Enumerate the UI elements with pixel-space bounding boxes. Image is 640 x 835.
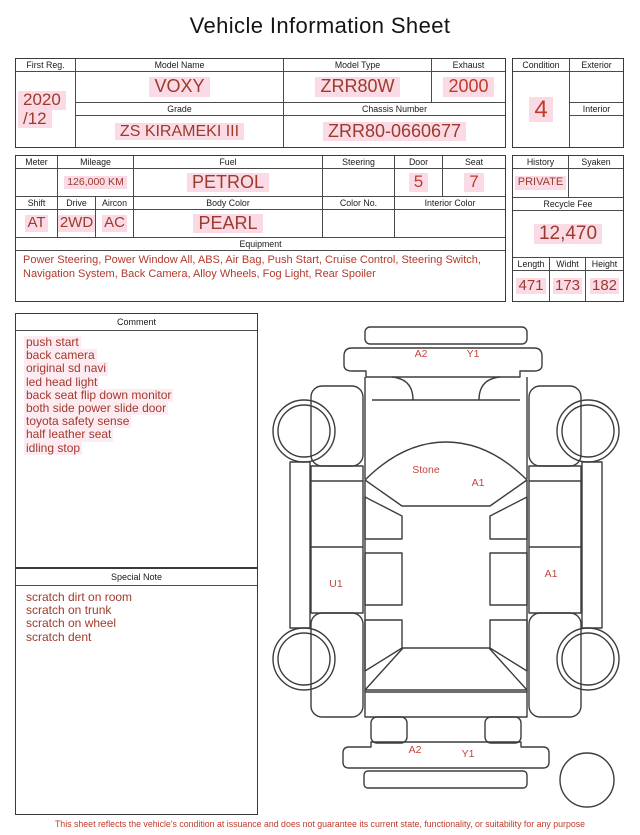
condition-panel	[512, 58, 624, 148]
model-type-value	[284, 72, 431, 102]
right-mirror	[490, 497, 527, 539]
rear-left-wheel	[273, 628, 335, 690]
chassis-number-text: ZRR80-0660677	[323, 122, 466, 141]
comment-line: toyota safety sense	[26, 414, 130, 429]
condition-column	[513, 59, 569, 147]
comment-line: both side power slide door	[26, 400, 167, 415]
spare-tire	[560, 753, 614, 807]
damage-label-stone: Stone	[412, 464, 440, 476]
right-quarter-window	[490, 620, 527, 671]
body-color-label: Body Color	[133, 197, 322, 209]
special-note-line: scratch on trunk	[26, 603, 112, 618]
disclaimer-text: This sheet reflects the vehicle's condition at issuance and does not guarantee its current state, functionality, or suitability for any purpose	[54, 819, 586, 829]
left-door-panels	[311, 466, 363, 613]
door-count-text: 5	[409, 173, 428, 191]
history-value	[513, 169, 568, 197]
tailgate	[365, 692, 527, 717]
recycle-fee-value	[513, 211, 623, 258]
first-reg-column	[16, 59, 75, 147]
equipment-list-text: Power Steering, Power Window All, ABS, Air Bag, Push Start, Cruise Control, Steering Switch, Navigation System, Back Camera, Alloy Wheels, Fog Light, Rear Spoiler	[23, 254, 481, 280]
spec-table	[15, 155, 506, 302]
registration-table	[15, 58, 506, 148]
exhaust-label: Exhaust	[432, 59, 505, 72]
width-value	[549, 271, 585, 301]
interior-color-value	[394, 210, 505, 237]
left-headlight-arc	[392, 377, 413, 400]
left-tail-light	[371, 717, 407, 743]
right-headlight-arc	[479, 377, 500, 400]
right-rear-fender	[529, 613, 581, 717]
exhaust-value	[432, 72, 505, 102]
dimensions-value-row	[513, 271, 623, 301]
damage-label-front-a2: A2	[414, 348, 428, 360]
rear-left-wheel-inner	[278, 633, 330, 685]
type-chassis-column	[283, 59, 505, 147]
left-quarter-window	[365, 620, 402, 671]
damage-label-rear-y1: Y1	[461, 748, 475, 760]
door-label: Door	[394, 156, 442, 168]
seat-count-text: 7	[464, 173, 483, 191]
spec-value-row-2	[16, 210, 505, 238]
interior-value	[570, 116, 623, 147]
color-no-value	[322, 210, 394, 237]
car-front	[344, 327, 542, 539]
aircon-text: AC	[104, 214, 125, 232]
steering-label: Steering	[322, 156, 394, 168]
damage-label-windshield-a1: A1	[471, 477, 485, 489]
front-top-strip	[365, 327, 527, 344]
comment-label: Comment	[16, 314, 257, 331]
first-reg-month: /12	[18, 110, 52, 128]
front-right-wheel-inner	[562, 405, 614, 457]
height-text: 182	[591, 276, 618, 294]
damage-label-left-u1: U1	[329, 578, 343, 590]
right-front-fender	[529, 386, 581, 466]
left-door-window	[365, 553, 402, 605]
history-header-row	[513, 156, 623, 169]
mileage-value	[57, 169, 133, 196]
shift-label: Shift	[27, 198, 46, 208]
history-text: PRIVATE	[515, 176, 566, 190]
model-grade-column	[75, 59, 283, 147]
shift-text: AT	[27, 214, 46, 232]
exterior-label: Exterior	[570, 59, 623, 72]
rear-right-wheel-inner	[562, 633, 614, 685]
drive-label: Drive	[57, 197, 95, 209]
special-note-box	[15, 568, 258, 815]
model-type-label: Model Type	[284, 59, 431, 72]
interior-color-label: Interior Color	[394, 197, 505, 209]
comment-line: led head light	[26, 374, 98, 389]
left-mirror	[365, 497, 402, 539]
length-value	[513, 271, 549, 301]
color-no-label: Color No.	[322, 197, 394, 209]
exhaust-text: 2000	[443, 77, 493, 96]
fuel-value	[133, 169, 322, 196]
meter-label: Meter	[25, 157, 48, 167]
spec-header-row-1	[16, 156, 505, 169]
exterior-value	[570, 72, 623, 103]
syaken-value	[568, 169, 623, 197]
door-value	[394, 169, 442, 196]
comment-line: idling stop	[26, 440, 81, 455]
front-left-wheel	[273, 400, 335, 462]
front-right-wheel	[557, 400, 619, 462]
windshield	[365, 442, 527, 506]
left-rear-fender	[311, 613, 363, 717]
exterior-interior-column	[569, 59, 623, 147]
spec-header-row-2	[16, 197, 505, 210]
car-left-side	[273, 386, 363, 717]
model-name-text: VOXY	[149, 77, 209, 96]
comment-box	[15, 313, 258, 568]
comment-line: half leather seat	[26, 427, 112, 442]
height-value	[585, 271, 623, 301]
recycle-fee-text: 12,470	[534, 224, 602, 245]
right-door-panels	[529, 466, 581, 613]
condition-value	[513, 72, 569, 147]
model-name-value	[76, 72, 283, 103]
steering-value	[322, 169, 394, 196]
type-exhaust-row	[284, 59, 505, 103]
body-color-value	[133, 210, 322, 237]
spec-value-row-1	[16, 169, 505, 197]
equipment-label: Equipment	[16, 238, 505, 251]
page-title: Vehicle Information Sheet	[189, 13, 451, 38]
dimensions-header-row	[513, 258, 623, 271]
right-tail-light	[485, 717, 521, 743]
comment-line: push start	[26, 335, 79, 349]
history-label: History	[526, 157, 555, 167]
right-rocker-panel	[582, 462, 602, 628]
interior-label: Interior	[570, 103, 623, 116]
left-front-fender	[311, 386, 363, 466]
aircon-label: Aircon	[95, 197, 133, 209]
model-name-label: Model Name	[76, 59, 283, 72]
chassis-number-value	[284, 116, 505, 147]
car-cabin	[365, 480, 527, 692]
comment-line: original sd navi	[26, 361, 107, 376]
history-value-row	[513, 169, 623, 198]
right-door-window	[490, 553, 527, 605]
length-label: Length	[517, 259, 545, 269]
left-rocker-panel	[290, 462, 310, 628]
condition-grade-text: 4	[529, 97, 552, 123]
car-damage-diagram	[262, 318, 628, 815]
rear-right-wheel	[557, 628, 619, 690]
special-note-label: Special Note	[16, 569, 257, 586]
mileage-label: Mileage	[57, 156, 133, 168]
recycle-fee-label: Recycle Fee	[513, 198, 623, 211]
front-bumper	[344, 348, 542, 377]
mileage-text: 126,000 KM	[64, 176, 127, 189]
width-text: 173	[554, 276, 581, 294]
width-label: Widht	[549, 258, 585, 270]
damage-label-right-a1: A1	[544, 568, 558, 580]
exhaust-cell	[431, 59, 505, 102]
length-text: 471	[518, 276, 544, 294]
grade-text: ZS KIRAMEKI III	[115, 123, 244, 140]
seat-value	[442, 169, 505, 196]
condition-label: Condition	[513, 59, 569, 72]
drive-text: 2WD	[59, 214, 94, 232]
height-label: Height	[585, 258, 623, 270]
model-type-cell	[284, 59, 431, 102]
special-note-line: scratch dirt on room	[26, 590, 133, 604]
comment-line: back camera	[26, 348, 95, 363]
special-note-list	[16, 586, 257, 814]
fuel-label: Fuel	[133, 156, 322, 168]
meter-value	[16, 169, 57, 196]
shift-value	[16, 210, 57, 237]
seat-label: Seat	[442, 156, 505, 168]
front-left-wheel-inner	[278, 405, 330, 457]
rear-bottom-strip	[364, 771, 527, 788]
syaken-label: Syaken	[568, 156, 623, 168]
damage-label-rear-a2: A2	[408, 744, 422, 756]
special-note-line: scratch on wheel	[26, 616, 117, 631]
rear-bumper	[343, 742, 549, 768]
first-reg-value	[16, 72, 75, 147]
aircon-value	[95, 210, 133, 237]
fuel-text: PETROL	[187, 173, 269, 192]
comment-line: back seat flip down monitor	[26, 387, 172, 402]
comment-list	[16, 331, 257, 567]
rear-window	[365, 648, 527, 690]
special-note-line: scratch dent	[26, 629, 92, 644]
chassis-number-label: Chassis Number	[284, 103, 505, 116]
body-color-text: PEARL	[193, 214, 262, 233]
car-right-side	[529, 386, 619, 717]
grade-value	[76, 116, 283, 147]
grade-label: Grade	[76, 103, 283, 116]
damage-label-front-y1: Y1	[466, 348, 480, 360]
model-type-text: ZRR80W	[315, 77, 399, 96]
first-reg-label: First Reg.	[16, 59, 75, 72]
first-reg-year: 2020	[18, 91, 66, 109]
history-panel	[512, 155, 624, 302]
car-rear	[343, 648, 614, 807]
drive-value	[57, 210, 95, 237]
